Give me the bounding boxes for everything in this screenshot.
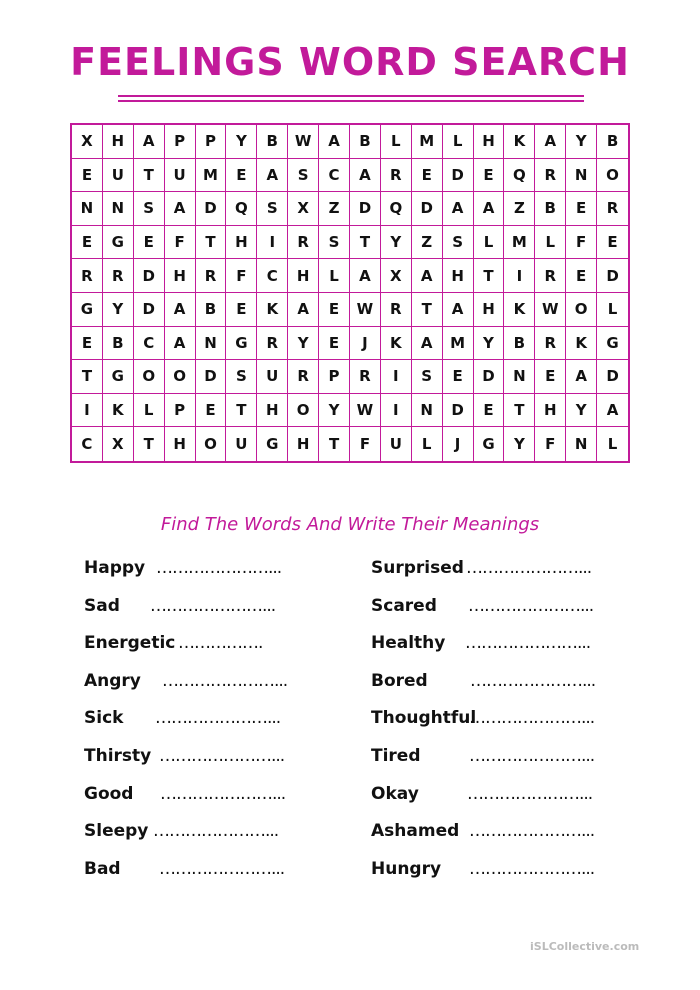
answer-blank[interactable]: …………………... — [469, 708, 595, 728]
grid-cell[interactable]: K — [381, 327, 412, 361]
answer-blank[interactable]: …………………... — [159, 746, 285, 766]
grid-cell[interactable]: E — [72, 159, 103, 193]
word-item — [84, 633, 262, 657]
grid-cell[interactable]: E — [226, 293, 257, 327]
grid-cell[interactable]: G — [103, 226, 134, 260]
grid-cell[interactable]: A — [412, 259, 443, 293]
grid-cell[interactable]: I — [381, 394, 412, 428]
answer-blank[interactable]: ……………. — [178, 633, 263, 653]
grid-cell[interactable]: F — [535, 427, 566, 461]
grid-cell[interactable]: E — [535, 360, 566, 394]
grid-cell[interactable]: E — [474, 159, 505, 193]
grid-cell[interactable]: A — [443, 192, 474, 226]
word-item — [371, 558, 591, 582]
watermark-text: iSLCollective.com — [530, 940, 640, 953]
grid-cell[interactable]: B — [350, 125, 381, 159]
word-item — [84, 746, 284, 770]
grid-cell[interactable]: Z — [412, 226, 443, 260]
word-item — [371, 859, 594, 883]
grid-cell[interactable]: L — [474, 226, 505, 260]
grid-cell[interactable]: G — [226, 327, 257, 361]
grid-cell[interactable]: E — [319, 327, 350, 361]
grid-cell[interactable]: H — [288, 427, 319, 461]
grid-cell[interactable]: R — [288, 226, 319, 260]
word-label: Sad — [84, 596, 120, 616]
grid-cell[interactable]: E — [597, 226, 628, 260]
answer-blank[interactable]: …………………... — [466, 558, 592, 578]
word-item — [84, 708, 280, 732]
grid-cell[interactable]: Z — [319, 192, 350, 226]
grid-cell[interactable]: R — [72, 259, 103, 293]
word-label: Energetic — [84, 633, 176, 653]
grid-cell[interactable]: E — [134, 226, 165, 260]
grid-cell[interactable]: E — [474, 394, 505, 428]
word-label: Hungry — [371, 859, 442, 879]
grid-cell[interactable]: X — [72, 125, 103, 159]
grid-cell[interactable]: K — [257, 293, 288, 327]
grid-cell[interactable]: T — [319, 427, 350, 461]
answer-blank[interactable]: …………………... — [155, 708, 281, 728]
grid-cell[interactable]: H — [103, 125, 134, 159]
grid-cell[interactable]: E — [72, 226, 103, 260]
grid-cell[interactable]: M — [412, 125, 443, 159]
grid-cell[interactable]: Y — [288, 327, 319, 361]
grid-cell[interactable]: J — [443, 427, 474, 461]
grid-cell[interactable]: R — [196, 259, 227, 293]
grid-cell[interactable]: T — [412, 293, 443, 327]
word-item — [84, 784, 285, 808]
grid-cell[interactable]: A — [134, 125, 165, 159]
grid-cell[interactable]: L — [412, 427, 443, 461]
grid-cell[interactable]: Z — [504, 192, 535, 226]
grid-cell[interactable]: P — [165, 125, 196, 159]
grid-cell[interactable]: D — [412, 192, 443, 226]
grid-cell[interactable]: H — [474, 125, 505, 159]
grid-cell[interactable]: Y — [566, 125, 597, 159]
grid-cell[interactable]: A — [535, 125, 566, 159]
grid-cell[interactable]: D — [443, 394, 474, 428]
grid-cell[interactable]: L — [319, 259, 350, 293]
grid-cell[interactable]: H — [443, 259, 474, 293]
grid-cell[interactable]: Y — [381, 226, 412, 260]
word-item — [84, 596, 275, 620]
grid-cell[interactable]: R — [381, 293, 412, 327]
grid-cell[interactable]: O — [597, 159, 628, 193]
word-item — [371, 596, 593, 620]
grid-cell[interactable]: H — [474, 293, 505, 327]
word-label: Happy — [84, 558, 146, 578]
grid-cell[interactable]: D — [196, 360, 227, 394]
grid-cell[interactable]: P — [196, 125, 227, 159]
word-label: Sick — [84, 708, 124, 728]
grid-cell[interactable]: M — [443, 327, 474, 361]
grid-cell[interactable]: L — [535, 226, 566, 260]
grid-cell[interactable]: A — [165, 192, 196, 226]
grid-cell[interactable]: A — [288, 293, 319, 327]
grid-cell[interactable]: U — [381, 427, 412, 461]
grid-cell[interactable]: N — [196, 327, 227, 361]
word-label: Sleepy — [84, 821, 149, 841]
grid-cell[interactable]: C — [319, 159, 350, 193]
answer-blank[interactable]: …………………... — [468, 596, 594, 616]
word-label: Good — [84, 784, 134, 804]
grid-cell[interactable]: F — [165, 226, 196, 260]
grid-cell[interactable]: X — [103, 427, 134, 461]
grid-cell[interactable]: B — [103, 327, 134, 361]
grid-cell[interactable]: O — [566, 293, 597, 327]
grid-cell[interactable]: A — [165, 293, 196, 327]
grid-cell[interactable]: B — [535, 192, 566, 226]
word-search-grid — [70, 123, 630, 463]
grid-cell[interactable]: K — [103, 394, 134, 428]
grid-cell[interactable]: E — [196, 394, 227, 428]
grid-cell[interactable]: J — [350, 327, 381, 361]
grid-cell[interactable]: Q — [226, 192, 257, 226]
grid-cell[interactable]: B — [257, 125, 288, 159]
word-item — [371, 671, 595, 695]
grid-cell[interactable]: P — [165, 394, 196, 428]
answer-blank[interactable]: …………………... — [470, 671, 596, 691]
grid-cell[interactable]: N — [566, 427, 597, 461]
grid-cell[interactable]: D — [350, 192, 381, 226]
word-item — [371, 784, 592, 808]
grid-cell[interactable]: E — [566, 192, 597, 226]
grid-cell[interactable]: T — [196, 226, 227, 260]
grid-cell[interactable]: G — [597, 327, 628, 361]
grid-cell[interactable]: A — [165, 327, 196, 361]
grid-cell[interactable]: F — [350, 427, 381, 461]
grid-cell[interactable]: L — [597, 293, 628, 327]
word-label: Okay — [371, 784, 419, 804]
grid-cell[interactable]: G — [103, 360, 134, 394]
grid-cell[interactable]: G — [72, 293, 103, 327]
grid-cell[interactable]: O — [288, 394, 319, 428]
grid-cell[interactable]: L — [134, 394, 165, 428]
grid-cell[interactable]: T — [504, 394, 535, 428]
grid-cell[interactable]: I — [72, 394, 103, 428]
grid-cell[interactable]: H — [165, 259, 196, 293]
grid-cell[interactable]: A — [412, 327, 443, 361]
grid-cell[interactable]: W — [350, 394, 381, 428]
grid-cell[interactable]: A — [474, 192, 505, 226]
grid-cell[interactable]: E — [226, 159, 257, 193]
grid-cell[interactable]: U — [165, 159, 196, 193]
title-underline — [118, 95, 584, 97]
grid-cell[interactable]: H — [165, 427, 196, 461]
grid-cell[interactable]: R — [535, 327, 566, 361]
grid-cell[interactable]: I — [381, 360, 412, 394]
grid-cell[interactable]: R — [535, 159, 566, 193]
word-label: Angry — [84, 671, 141, 691]
grid-cell[interactable]: Y — [474, 327, 505, 361]
grid-cell[interactable]: F — [566, 226, 597, 260]
word-item — [371, 746, 594, 770]
grid-cell[interactable]: T — [134, 159, 165, 193]
grid-cell[interactable]: R — [103, 259, 134, 293]
grid-cell[interactable]: S — [134, 192, 165, 226]
grid-cell[interactable]: S — [412, 360, 443, 394]
word-item — [371, 821, 594, 845]
grid-cell[interactable]: G — [474, 427, 505, 461]
grid-cell[interactable]: C — [257, 259, 288, 293]
word-item — [84, 859, 284, 883]
grid-cell[interactable]: L — [443, 125, 474, 159]
grid-cell[interactable]: R — [350, 360, 381, 394]
grid-cell[interactable]: A — [443, 293, 474, 327]
word-item — [84, 821, 278, 845]
grid-cell[interactable]: X — [381, 259, 412, 293]
grid-cell[interactable]: N — [72, 192, 103, 226]
grid-cell[interactable]: B — [597, 125, 628, 159]
grid-cell[interactable]: Q — [381, 192, 412, 226]
grid-cell[interactable]: H — [535, 394, 566, 428]
grid-cell[interactable]: T — [350, 226, 381, 260]
word-label: Surprised — [371, 558, 464, 578]
word-label: Bored — [371, 671, 428, 691]
grid-cell[interactable]: E — [443, 360, 474, 394]
grid-cell[interactable]: Q — [504, 159, 535, 193]
grid-cell[interactable]: Y — [566, 394, 597, 428]
grid-cell[interactable]: S — [319, 226, 350, 260]
grid-cell[interactable]: K — [566, 327, 597, 361]
grid-cell[interactable]: R — [381, 159, 412, 193]
grid-cell[interactable]: H — [288, 259, 319, 293]
grid-cell[interactable]: A — [566, 360, 597, 394]
grid-cell[interactable]: I — [257, 226, 288, 260]
grid-cell[interactable]: S — [443, 226, 474, 260]
grid-cell[interactable]: R — [257, 327, 288, 361]
grid-cell[interactable]: Y — [226, 125, 257, 159]
grid-cell[interactable]: B — [504, 327, 535, 361]
grid-cell[interactable]: D — [597, 360, 628, 394]
grid-cell[interactable]: S — [226, 360, 257, 394]
grid-cell[interactable]: T — [72, 360, 103, 394]
answer-blank[interactable]: …………………... — [469, 746, 595, 766]
grid-cell[interactable]: D — [597, 259, 628, 293]
word-label: Tired — [371, 746, 421, 766]
answer-blank[interactable]: …………………... — [160, 784, 286, 804]
grid-cell[interactable]: U — [226, 427, 257, 461]
grid-cell[interactable]: H — [257, 394, 288, 428]
grid-cell[interactable]: O — [165, 360, 196, 394]
grid-cell[interactable]: N — [412, 394, 443, 428]
grid-cell[interactable]: G — [257, 427, 288, 461]
word-item — [371, 633, 590, 657]
grid-cell[interactable]: X — [288, 192, 319, 226]
grid-cell[interactable]: R — [288, 360, 319, 394]
grid-cell[interactable]: Y — [319, 394, 350, 428]
grid-cell[interactable]: E — [72, 327, 103, 361]
grid-cell[interactable]: Y — [103, 293, 134, 327]
instruction-text: Find The Words And Write Their Meanings — [160, 514, 540, 535]
word-label: Thirsty — [84, 746, 152, 766]
grid-cell[interactable]: F — [226, 259, 257, 293]
grid-cell[interactable]: S — [288, 159, 319, 193]
grid-cell[interactable]: D — [196, 192, 227, 226]
grid-cell[interactable]: N — [103, 192, 134, 226]
answer-blank[interactable]: …………………... — [162, 671, 288, 691]
grid-cell[interactable]: Y — [504, 427, 535, 461]
grid-cell[interactable]: A — [597, 394, 628, 428]
grid-cell[interactable]: W — [288, 125, 319, 159]
word-item — [84, 558, 281, 582]
grid-cell[interactable]: L — [607, 435, 618, 454]
grid-cell[interactable]: D — [474, 360, 505, 394]
grid-cell[interactable]: A — [257, 159, 288, 193]
grid-cell[interactable]: N — [504, 360, 535, 394]
grid-cell[interactable]: T — [134, 427, 165, 461]
grid-cell[interactable]: B — [196, 293, 227, 327]
grid-cell[interactable]: I — [504, 259, 535, 293]
answer-blank[interactable]: …………………... — [467, 784, 593, 804]
word-label: Thoughtful — [371, 708, 477, 728]
grid-cell[interactable]: E — [566, 259, 597, 293]
grid-cell[interactable]: C — [134, 327, 165, 361]
grid-cell[interactable]: D — [134, 259, 165, 293]
grid-cell[interactable]: O — [196, 427, 227, 461]
grid-cell[interactable]: A — [319, 125, 350, 159]
grid-cell[interactable]: W — [350, 293, 381, 327]
grid-cell[interactable]: E — [412, 159, 443, 193]
grid-cell[interactable]: P — [319, 360, 350, 394]
grid-cell[interactable]: A — [350, 159, 381, 193]
grid-cell[interactable]: M — [196, 159, 227, 193]
grid-cell[interactable]: T — [474, 259, 505, 293]
grid-cell[interactable]: E — [319, 293, 350, 327]
grid-cell[interactable]: K — [504, 293, 535, 327]
answer-blank[interactable]: …………………... — [469, 859, 595, 879]
answer-blank[interactable]: …………………... — [159, 859, 285, 879]
word-label: Ashamed — [371, 821, 460, 841]
word-label: Scared — [371, 596, 437, 616]
grid-cell[interactable]: D — [443, 159, 474, 193]
answer-blank[interactable]: …………………... — [150, 596, 276, 616]
grid-cell[interactable]: R — [597, 192, 628, 226]
grid-cell[interactable]: L — [381, 125, 412, 159]
word-item — [371, 708, 594, 732]
grid-cell[interactable]: U — [257, 360, 288, 394]
grid-cell[interactable]: K — [504, 125, 535, 159]
answer-blank[interactable]: …………………... — [156, 558, 282, 578]
grid-cell[interactable]: S — [257, 192, 288, 226]
grid-cell[interactable]: U — [103, 159, 134, 193]
word-item — [84, 671, 287, 695]
grid-cell[interactable]: O — [134, 360, 165, 394]
grid-cell[interactable]: T — [226, 394, 257, 428]
answer-blank[interactable]: …………………... — [153, 821, 279, 841]
grid-cell[interactable]: R — [535, 259, 566, 293]
grid-cell[interactable]: A — [350, 259, 381, 293]
grid-cell[interactable]: W — [535, 293, 566, 327]
grid-cell[interactable]: C — [72, 427, 103, 461]
word-label: Healthy — [371, 633, 446, 653]
grid-cell[interactable]: N — [566, 159, 597, 193]
page-title: FEELINGS WORD SEARCH — [70, 40, 630, 84]
grid-cell[interactable]: M — [504, 226, 535, 260]
grid-cell[interactable]: D — [134, 293, 165, 327]
word-label: Bad — [84, 859, 121, 879]
answer-blank[interactable]: …………………... — [465, 633, 591, 653]
grid-cell[interactable]: H — [226, 226, 257, 260]
answer-blank[interactable]: …………………... — [469, 821, 595, 841]
title-underline-second — [118, 100, 584, 102]
